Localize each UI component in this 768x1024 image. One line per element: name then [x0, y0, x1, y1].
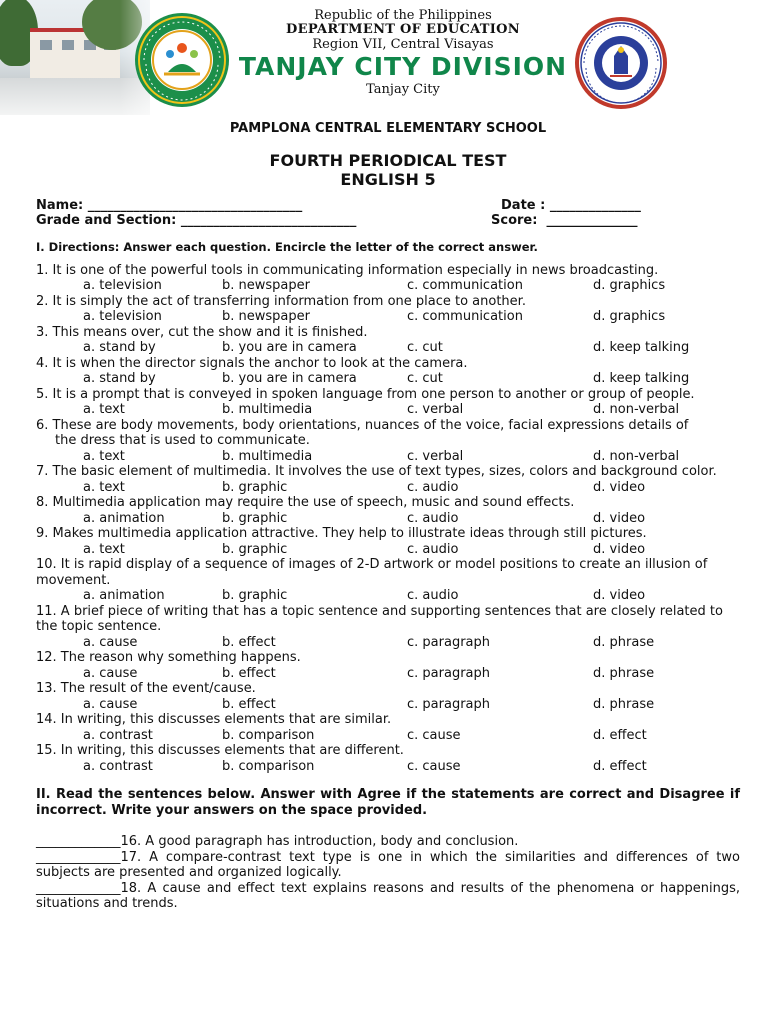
answer-choice[interactable]: b. effect [222, 665, 276, 681]
answer-choice[interactable]: a. stand by [83, 371, 156, 386]
answer-choices [36, 542, 740, 558]
answer-choice[interactable]: c. verbal [407, 402, 464, 417]
school-name: PAMPLONA CENTRAL ELEMENTARY SCHOOL [229, 121, 547, 136]
answer-choice[interactable]: c. paragraph [407, 634, 490, 650]
answer-choice[interactable]: c. audio [407, 510, 459, 526]
question-text-continued: the dress that is used to communicate. [55, 433, 310, 448]
answer-choice[interactable]: a. stand by [83, 340, 156, 355]
answer-choices [36, 635, 740, 651]
answer-choice[interactable]: a. text [83, 448, 125, 464]
answer-choice[interactable]: c. cut [407, 340, 443, 355]
answer-choice[interactable]: a. television [83, 309, 162, 324]
question-text: 5. It is a prompt that is conveyed in spoken language from one person to another or group of people. [36, 386, 695, 402]
test-document [36, 118, 740, 912]
directions-label: I. Directions: [36, 239, 120, 254]
answer-choices [36, 728, 740, 744]
question-text: 15. In writing, this discusses elements that are different. [36, 743, 404, 758]
letterhead [0, 0, 768, 115]
question-text: 2. It is simply the act of transferring information from one place to another. [36, 293, 526, 309]
answer-choice[interactable]: b. graphic [222, 588, 288, 603]
grade-section-field[interactable]: Grade and Section: ___________________________ [36, 212, 357, 228]
answer-choice[interactable]: c. communication [407, 309, 523, 324]
answer-choice[interactable]: d. non-verbal [593, 402, 680, 417]
answer-choices [36, 666, 740, 682]
answer-choice[interactable]: a. cause [83, 634, 138, 650]
student-info [36, 198, 740, 230]
letterhead-text [230, 8, 576, 98]
question-text: 1. It is one of the powerful tools in communicating information especially in news broadcasting. [36, 262, 659, 278]
answer-choice[interactable]: d. graphics [593, 309, 666, 324]
directions-text: Answer each question. Encircle the letter of the correct answer. [119, 239, 538, 254]
department-line: DEPARTMENT OF EDUCATION [286, 22, 520, 37]
answer-choice[interactable]: d. effect [593, 727, 647, 743]
answer-choice[interactable]: d. phrase [593, 665, 655, 681]
answer-choice[interactable]: a. animation [83, 510, 165, 526]
region-line: Region VII, Central Visayas [312, 37, 494, 52]
directions [36, 240, 740, 254]
deped-seal-icon [574, 16, 668, 110]
answer-choice[interactable]: a. text [83, 479, 125, 495]
answer-choice[interactable]: d. non-verbal [593, 448, 680, 464]
answer-choices [36, 340, 740, 356]
answer-choice[interactable]: b. newspaper [222, 278, 310, 293]
answer-choice[interactable]: b. graphic [222, 541, 288, 557]
date-field[interactable]: Date : ______________ [501, 197, 641, 213]
answer-choice[interactable]: b. graphic [222, 479, 288, 495]
answer-choice[interactable]: d. video [593, 479, 646, 495]
answer-choice[interactable]: c. audio [407, 588, 459, 603]
answer-choice[interactable]: a. contrast [83, 758, 153, 774]
question-text: 8. Multimedia application may require the use of speech, music and sound effects. [36, 495, 575, 510]
answer-choices [36, 480, 740, 496]
republic-line: Republic of the Philippines [314, 8, 492, 23]
answer-choice[interactable]: c. cause [407, 758, 461, 774]
answer-choice[interactable]: c. cut [407, 371, 443, 386]
answer-choice[interactable]: a. animation [83, 588, 165, 603]
answer-choices [36, 309, 740, 325]
answer-choices [36, 697, 740, 713]
division-name: TANJAY CITY DIVISION [238, 52, 568, 81]
question-text: 12. The reason why something happens. [36, 650, 301, 665]
answer-choice[interactable]: d. graphics [593, 278, 666, 293]
answer-choice[interactable]: a. television [83, 278, 162, 293]
statement-item: _____________18. A cause and effect text explains reasons and results of the phenomena or happenings, situations and trends. [36, 880, 740, 911]
answer-choice[interactable]: d. phrase [593, 634, 655, 650]
answer-choice[interactable]: d. video [593, 510, 646, 526]
score-field[interactable]: Score: ______________ [491, 212, 638, 228]
answer-choice[interactable]: c. cause [407, 727, 461, 743]
answer-choice[interactable]: b. you are in camera [222, 340, 357, 355]
subject-title: ENGLISH 5 [340, 170, 436, 189]
answer-choice[interactable]: b. multimedia [222, 448, 313, 464]
question-text: 3. This means over, cut the show and it is finished. [36, 324, 368, 340]
answer-choice[interactable]: a. text [83, 402, 125, 417]
answer-choice[interactable]: d. keep talking [593, 340, 690, 355]
answer-choices [36, 278, 740, 294]
answer-choice[interactable]: c. audio [407, 479, 459, 495]
answer-choice[interactable]: d. video [593, 588, 646, 603]
answer-choices [36, 588, 740, 604]
statement-item: _____________16. A good paragraph has introduction, body and conclusion. [36, 834, 519, 849]
answer-choice[interactable]: c. paragraph [407, 665, 490, 681]
question-list [36, 263, 740, 775]
answer-choice[interactable]: a. contrast [83, 727, 153, 743]
answer-choices [36, 759, 740, 775]
section-two-directions: II. Read the sentences below. Answer with Agree if the statements are correct and Disagree if incorrect. Write your answers on the space provided. [36, 787, 740, 818]
city-line: Tanjay City [366, 82, 440, 97]
answer-choice[interactable]: a. text [83, 541, 125, 557]
answer-choice[interactable]: c. verbal [407, 448, 464, 464]
question-text: 13. The result of the event/cause. [36, 681, 256, 696]
answer-choice[interactable]: b. multimedia [222, 402, 313, 417]
test-title: FOURTH PERIODICAL TEST [269, 150, 507, 170]
answer-choice[interactable]: a. cause [83, 665, 138, 681]
answer-choice[interactable]: b. newspaper [222, 309, 310, 324]
answer-choice[interactable]: b. you are in camera [222, 371, 357, 386]
question-text: 14. In writing, this discusses elements that are similar. [36, 712, 392, 727]
statement-item: _____________17. A compare-contrast text type is one in which the similarities and differences of two subjects are presented and organized logically. [36, 849, 740, 880]
answer-choice[interactable]: b. effect [222, 634, 276, 650]
answer-choice[interactable]: d. effect [593, 758, 647, 774]
question-text: 10. It is rapid display of a sequence of images of 2-D artwork or model positions to create an illusion of movement. [36, 557, 708, 588]
statement-list [36, 834, 740, 912]
answer-choice[interactable]: a. cause [83, 696, 138, 712]
answer-choice[interactable]: c. paragraph [407, 696, 490, 712]
answer-choice[interactable]: b. comparison [222, 727, 315, 743]
question-text: 4. It is when the director signals the anchor to look at the camera. [36, 355, 468, 371]
answer-choices [36, 402, 740, 418]
answer-choices [36, 449, 740, 465]
answer-choice[interactable]: b. comparison [222, 758, 315, 774]
question-text: 6. These are body movements, body orientations, nuances of the voice, facial expressions details of [36, 417, 689, 433]
answer-choice[interactable]: b. graphic [222, 510, 288, 526]
question-text: 7. The basic element of multimedia. It involves the use of text types, sizes, colors and background color. [36, 464, 717, 479]
answer-choice[interactable]: c. audio [407, 541, 459, 557]
tanjay-division-seal-icon [134, 12, 230, 108]
name-field[interactable]: Name: _________________________________ [36, 197, 303, 213]
answer-choice[interactable]: d. keep talking [593, 371, 690, 386]
question-text: 11. A brief piece of writing that has a topic sentence and supporting sentences that are closely related to the topic sentence. [36, 603, 723, 634]
answer-choice[interactable]: b. effect [222, 696, 276, 712]
answer-choice[interactable]: c. communication [407, 278, 523, 293]
answer-choice[interactable]: d. video [593, 541, 646, 557]
question-text: 9. Makes multimedia application attractive. They help to illustrate ideas through still pictures. [36, 526, 647, 541]
answer-choices [36, 371, 740, 387]
answer-choice[interactable]: d. phrase [593, 696, 655, 712]
answer-choices [36, 511, 740, 527]
